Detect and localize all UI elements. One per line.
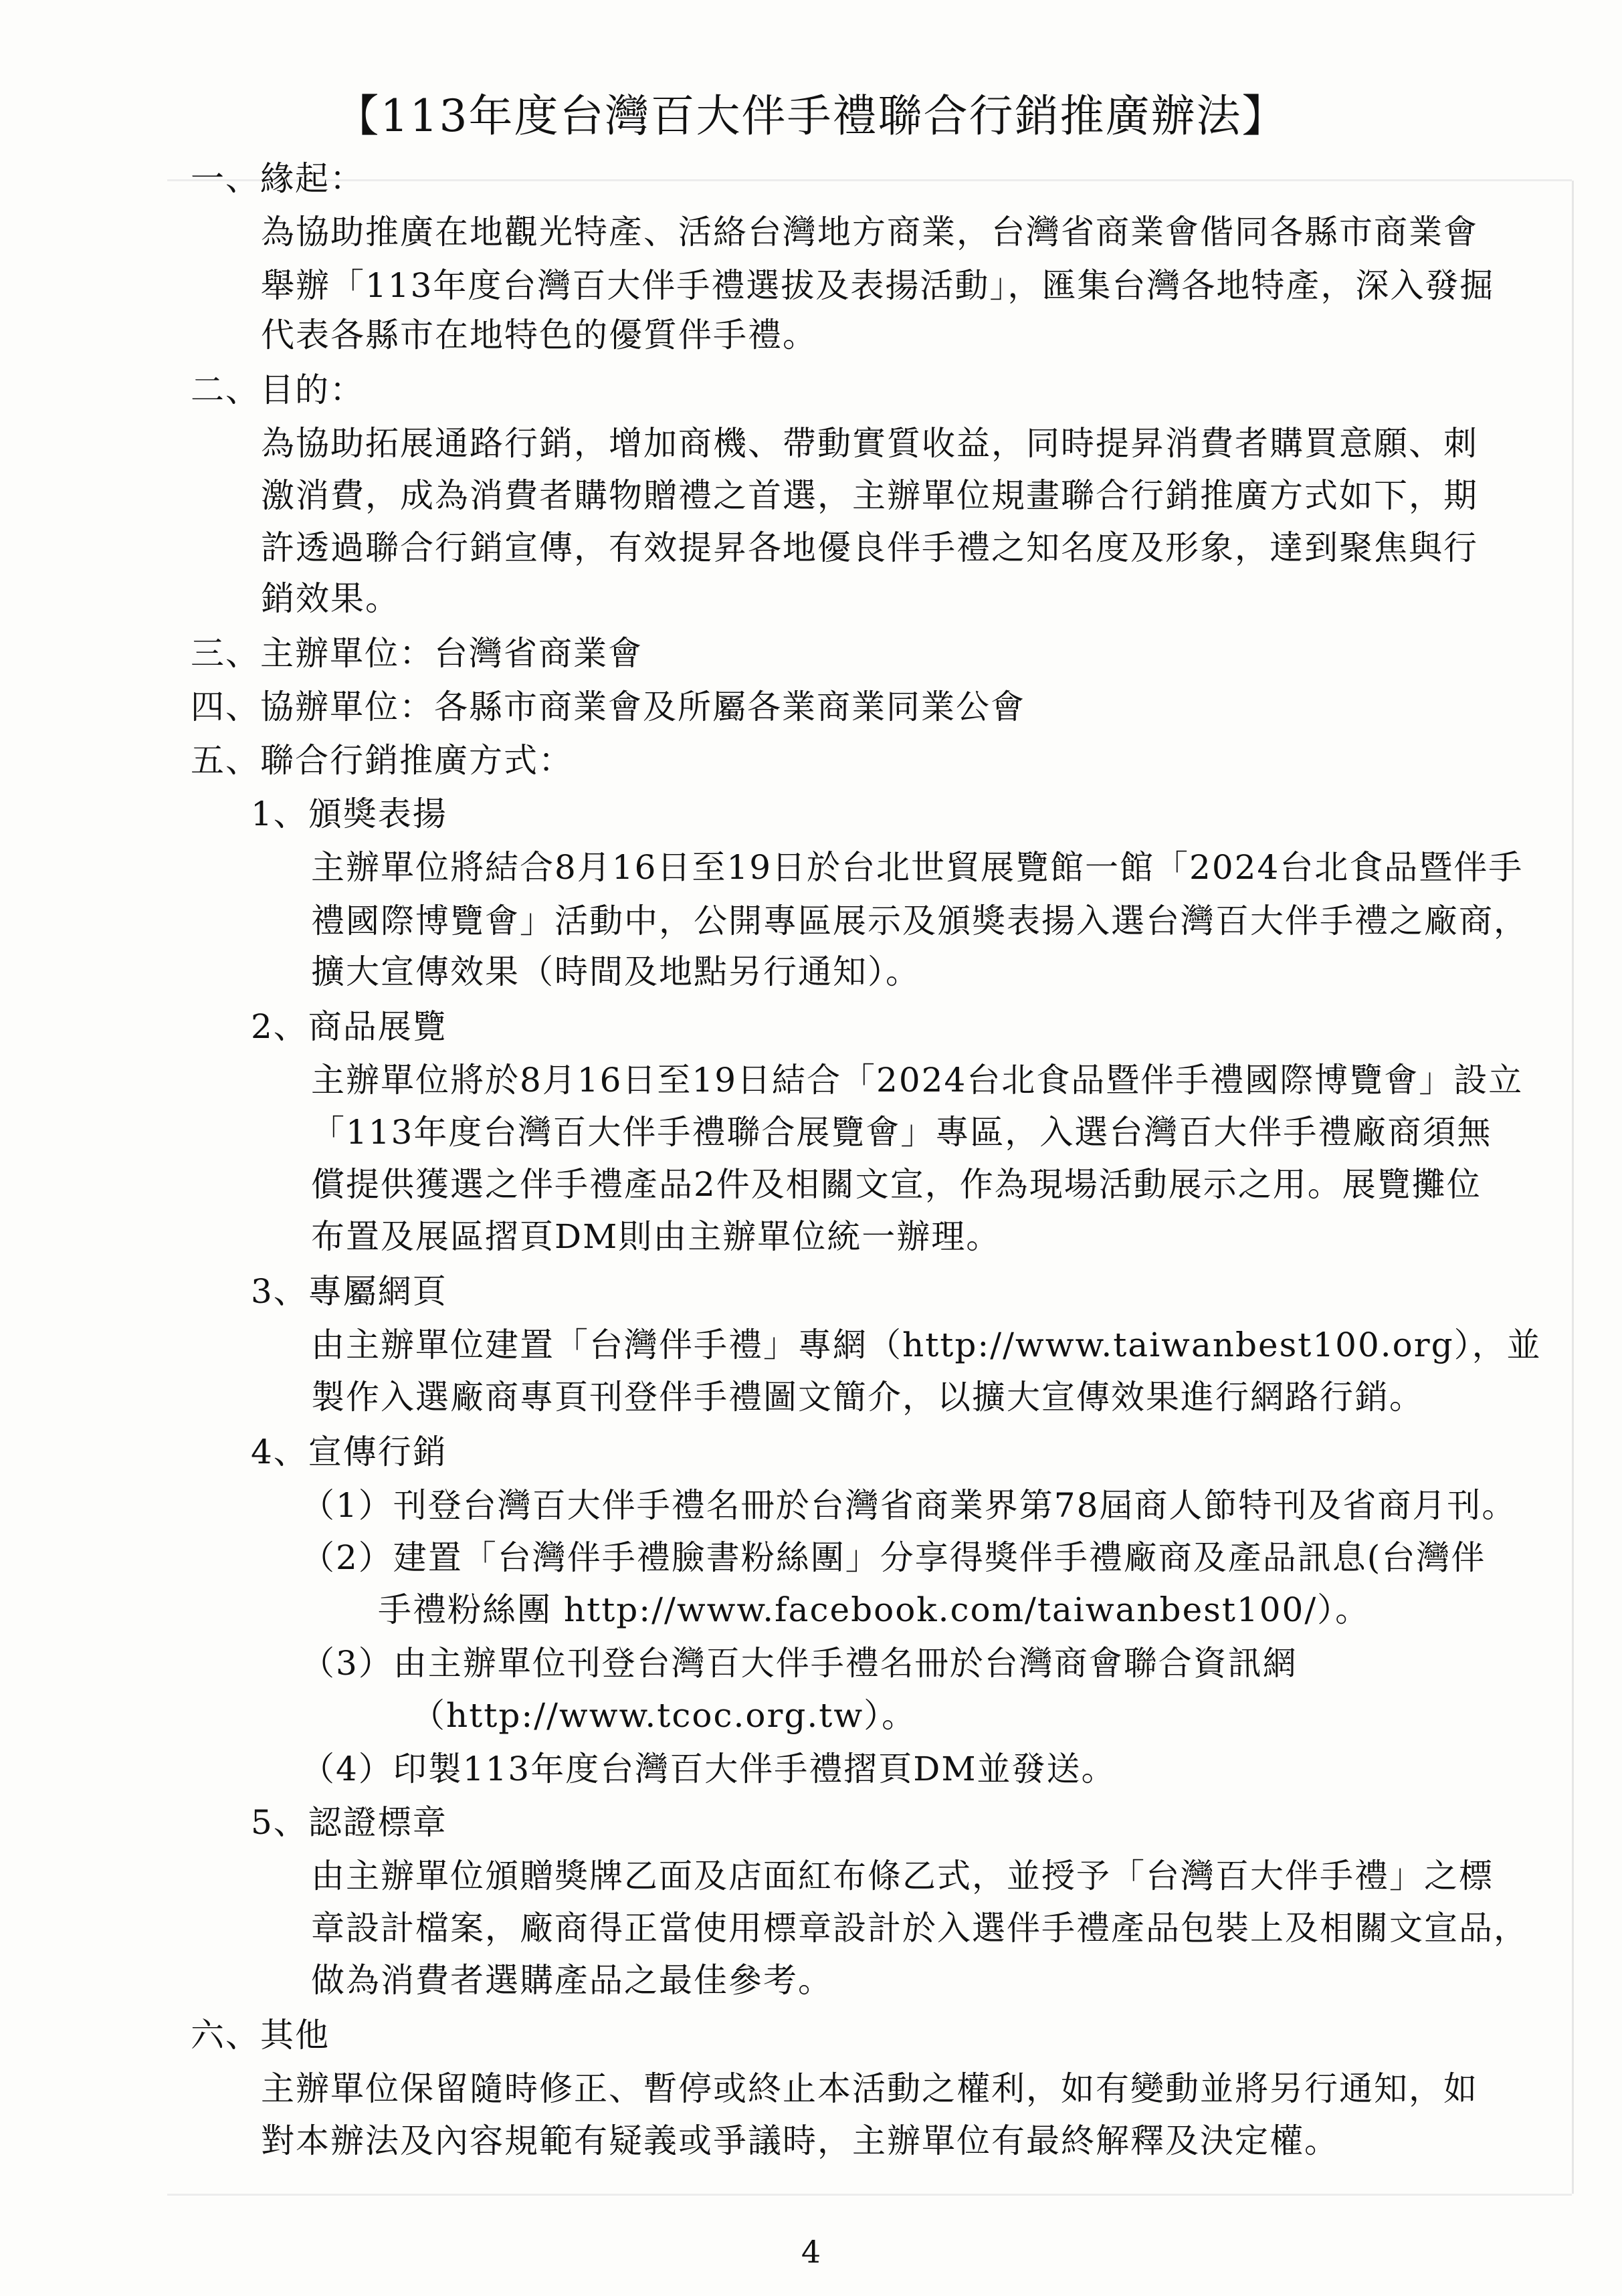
section-heading-other: 六、其他	[191, 2016, 330, 2055]
scan-artifact	[1572, 181, 1574, 2194]
section-heading-origin: 一、緣起：	[191, 159, 365, 198]
section-heading-co-organizer: 四、協辦單位：各縣市商業會及所屬各業商業同業公會	[191, 688, 1025, 726]
list-item-continuation: 手禮粉絲團 http://www.facebook.com/taiwanbest100/）。	[378, 1590, 1371, 1629]
paragraph-line: 由主辦單位建置「台灣伴手禮」專網（http://www.taiwanbest100.org），並	[311, 1326, 1542, 1364]
list-item: （2）建置「台灣伴手禮臉書粉絲團」分享得獎伴手禮廠商及產品訊息(台灣伴	[301, 1538, 1486, 1577]
paragraph-line: 許透過聯合行銷宣傳，有效提昇各地優良伴手禮之知名度及形象，達到聚焦與行	[261, 528, 1478, 567]
paragraph-line: 代表各縣市在地特色的優質伴手禮。	[261, 316, 817, 354]
page-number: 4	[801, 2234, 821, 2270]
list-item-continuation: （http://www.tcoc.org.tw）。	[411, 1696, 917, 1735]
paragraph-line: 對本辦法及內容規範有疑義或爭議時，主辦單位有最終解釋及決定權。	[261, 2121, 1339, 2160]
paragraph-line: 為協助拓展通路行銷，增加商機、帶動實質收益，同時提昇消費者購買意願、刺	[261, 424, 1478, 463]
subsection-heading-website: 3、專屬網頁	[251, 1272, 447, 1311]
paragraph-line: 做為消費者選購產品之最佳參考。	[311, 1961, 833, 2000]
paragraph-line: 為協助推廣在地觀光特產、活絡台灣地方商業，台灣省商業會偕同各縣市商業會	[261, 213, 1478, 251]
paragraph-line: 主辦單位將結合8月16日至19日於台北世貿展覽館一館「2024台北食品暨伴手	[311, 848, 1524, 887]
subsection-heading-marketing: 4、宣傳行銷	[251, 1433, 447, 1471]
paragraph-line: 償提供獲選之伴手禮產品2件及相關文宣，作為現場活動展示之用。展覽攤位	[311, 1165, 1482, 1204]
paragraph-line: 擴大宣傳效果（時間及地點另行通知）。	[311, 952, 920, 991]
subsection-heading-exhibition: 2、商品展覽	[251, 1007, 447, 1046]
list-item: （4）印製113年度台灣百大伴手禮摺頁DM並發送。	[301, 1750, 1116, 1788]
paragraph-line: 禮國際博覽會」活動中，公開專區展示及頒獎表揚入選台灣百大伴手禮之廠商，	[311, 902, 1528, 940]
section-heading-organizer: 三、主辦單位：台灣省商業會	[191, 634, 643, 673]
scan-artifact	[167, 2194, 1572, 2196]
paragraph-line: 製作入選廠商專頁刊登伴手禮圖文簡介，以擴大宣傳效果進行網路行銷。	[311, 1378, 1424, 1417]
paragraph-line: 激消費，成為消費者購物贈禮之首選，主辦單位規畫聯合行銷推廣方式如下，期	[261, 476, 1478, 515]
paragraph-line: 主辦單位將於8月16日至19日結合「2024台北食品暨伴手禮國際博覽會」設立	[311, 1061, 1524, 1100]
section-heading-purpose: 二、目的：	[191, 371, 365, 409]
section-heading-promotion: 五、聯合行銷推廣方式：	[191, 741, 573, 780]
list-item: （3）由主辦單位刊登台灣百大伴手禮名冊於台灣商會聯合資訊網	[301, 1644, 1298, 1683]
paragraph-line: 布置及展區摺頁DM則由主辦單位統一辦理。	[311, 1217, 1001, 1256]
paragraph-line: 主辦單位保留隨時修正、暫停或終止本活動之權利，如有變動並將另行通知，如	[261, 2069, 1478, 2108]
paragraph-line: 銷效果。	[261, 579, 400, 618]
document-title: 【113年度台灣百大伴手禮聯合行銷推廣辦法】	[334, 90, 1288, 142]
paragraph-line: 由主辦單位頒贈獎牌乙面及店面紅布條乙式，並授予「台灣百大伴手禮」之標	[311, 1857, 1494, 1895]
paragraph-line: 「113年度台灣百大伴手禮聯合展覽會」專區，入選台灣百大伴手禮廠商須無	[311, 1113, 1492, 1152]
paragraph-line: 章設計檔案，廠商得正當使用標章設計於入選伴手禮產品包裝上及相關文宣品，	[311, 1909, 1528, 1948]
paragraph-line: 舉辦「113年度台灣百大伴手禮選拔及表揚活動」，匯集台灣各地特產，深入發掘	[261, 266, 1495, 305]
subsection-heading-certification: 5、認證標章	[251, 1803, 447, 1842]
list-item: （1）刊登台灣百大伴手禮名冊於台灣省商業界第78屆商人節特刊及省商月刊。	[301, 1486, 1517, 1525]
scan-artifact	[167, 179, 1572, 181]
subsection-heading-award: 1、頒獎表揚	[251, 795, 447, 833]
